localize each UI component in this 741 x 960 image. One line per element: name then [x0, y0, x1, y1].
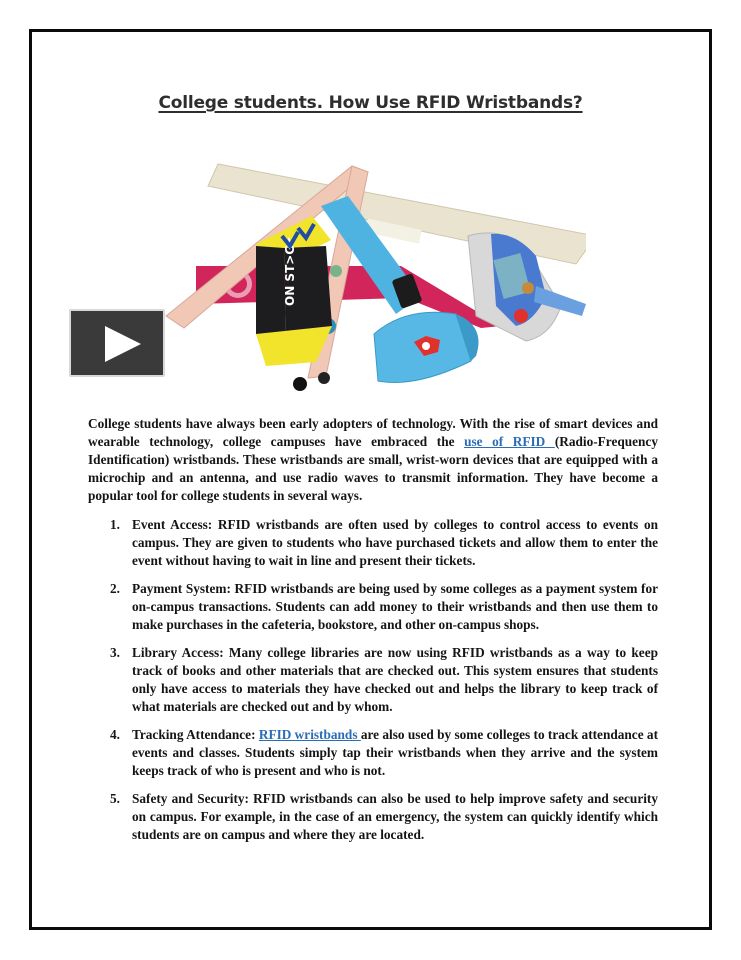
rfid-wristbands-link[interactable]: RFID wristbands — [258, 727, 361, 742]
list-number: 5. — [110, 791, 120, 806]
list-item — [88, 790, 658, 844]
list-item — [88, 580, 658, 634]
list-item-text: Library Access: Many college libraries are now using RFID wristbands as a way to keep track of books and other materials that are checked out. This system ensures that students only have access to materials they have checked out and helps the library to keep track of what materials are checked out and by whom. — [132, 645, 658, 714]
list-number: 4. — [110, 727, 120, 742]
rfid-wristbands-image — [156, 156, 586, 396]
list-item-text: Payment System: RFID wristbands are being used by some colleges as a payment system for on-campus transactions. Students can add money to their wristbands and then use them to make purchases in the cafeteria, bookstore, and other on-campus shops. — [132, 581, 658, 632]
intro-paragraph — [88, 415, 658, 505]
list-item-text: Event Access: RFID wristbands are often used by colleges to control access to events on campus. They are given to students who have purchased tickets and allow them to enter the event without having to wait in line and present their tickets. — [132, 517, 658, 568]
list-item — [88, 644, 658, 716]
list-item-text-end: are also used by some colleges to track attendance at events and classes. Students simply tap their wristbands when they arrive and the system keeps track of who is present and who is not. — [132, 727, 659, 778]
list-number: 2. — [110, 581, 120, 596]
document-page — [29, 29, 712, 930]
svg-text:ON ST>GE: ON ST>GE — [283, 236, 297, 306]
list-item-text-start: Tracking Attendance: — [132, 727, 259, 742]
list-number: 3. — [110, 645, 120, 660]
list-number: 1. — [110, 517, 120, 532]
use-of-rfid-link[interactable]: use of RFID — [464, 434, 555, 449]
intro-text-start: College students have always been early adopters of technology. With the rise of smart devices and wearable technology, college campuses have embraced the — [88, 416, 658, 449]
page-title: College students. How Use RFID Wristbands? — [158, 93, 583, 113]
uses-list — [88, 516, 658, 854]
intro-text-end: (Radio-Frequency Identification) wristbands. These wristbands are small, wrist-worn devices that are equipped with a microchip and an antenna, and use radio waves to transmit information. They have become a popular tool for college students in several ways. — [88, 434, 658, 503]
video-play-button[interactable] — [69, 309, 165, 377]
list-item — [88, 726, 658, 780]
list-item — [88, 516, 658, 570]
play-icon — [105, 326, 141, 362]
list-item-text: Safety and Security: RFID wristbands can also be used to help improve safety and security on campus. For example, in the case of an emergency, the system can quickly identify which students are on campus and where they are located. — [132, 791, 658, 842]
